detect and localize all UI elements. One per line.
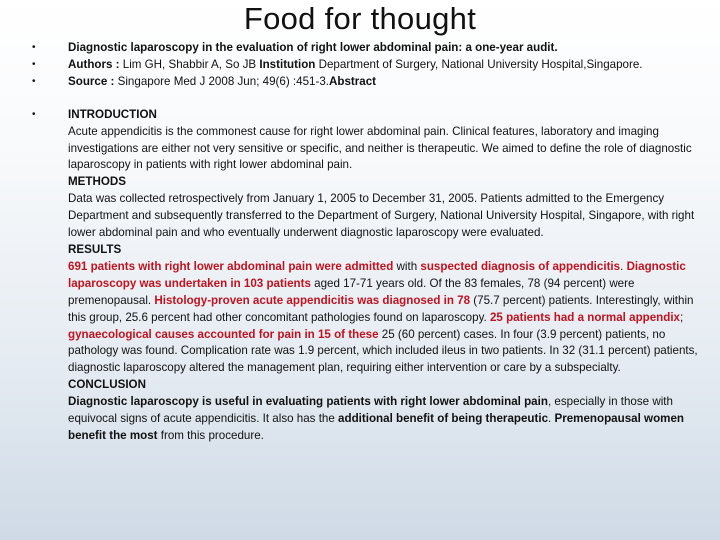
bullet-dot: • [32, 108, 36, 120]
conclusion-heading: CONCLUSION [68, 378, 146, 392]
abstract-label: Abstract [329, 74, 377, 88]
bullet-dot: • [32, 42, 36, 53]
institution-label: Institution [259, 57, 316, 71]
slide-title: Food for thought [243, 1, 477, 36]
bullet-source [30, 74, 698, 91]
results-highlight: 25 patients had a normal appendix [489, 310, 681, 324]
results-highlight: 691 patients with right lower abdominal pain were admitted [68, 259, 394, 273]
methods-text: Data was collected retrospectively from January 1, 2005 to December 31, 2005. Patients admitted to the Emergency Department and subsequently transferred to the Department of Surgery, National University Hospital, Singapore, with right lower abdominal pain and who eventually underwent diagnostic laparoscopy were evaluated. [68, 192, 695, 240]
institution-value: Department of Surgery, National University Hospital,Singapore. [315, 57, 643, 71]
source-label: Source : [68, 74, 115, 88]
bullet-abstract [30, 107, 698, 445]
results-heading: RESULTS [68, 242, 122, 256]
results-highlight: Diagnostic laparoscopy was undertaken in 103 patients [68, 259, 686, 290]
authors-value: Lim GH, Shabbir A, So JB [119, 57, 260, 71]
results-text: 691 patients with right lower abdominal pain were admitted with suspected diagnosis of appendicitis. Diagnostic laparoscopy was undertaken in 103 patients aged 17-71 years old. Of the 83 females, 78 (94 percent) were premenopausal. Histology-proven acute appendicitis was diagnosed in 78 (75.7 percent) patients. Interestingly, within this group, 25.6 percent had other concomitant pathologies found on laparoscopy. 25 patients had a normal appendix; gynaecological causes accounted for pain in 15 of these 25 (60 percent) cases. In four (3.9 percent) patients, no pathology was found. Complication rate was 1.9 percent, which included ileus in two patients. In 32 (31.1 percent) patients, diagnostic laparoscopy altered the management plan, requiring either intervention or care by a subspecialty. [68, 259, 698, 375]
methods-heading: METHODS [68, 175, 126, 189]
bullet-dot: • [32, 75, 36, 87]
bullet-article-title [30, 40, 698, 57]
article-title: Diagnostic laparoscopy in the evaluation of right lower abdominal pain: a one-year audit. [68, 41, 558, 54]
intro-heading: INTRODUCTION [68, 107, 157, 121]
conclusion-text: Diagnostic laparoscopy is useful in evaluating patients with right lower abdominal pain, especially in those with equivocal signs of acute appendicitis. It also has the additional benefit of being therapeutic. Premenopausal women benefit the most from this procedure. [68, 395, 684, 442]
intro-text: Acute appendicitis is the commonest cause for right lower abdominal pain. Clinical features, laboratory and imaging investigations are either not very sensitive or specific, and neither is therapeutic. We aimed to define the role of diagnostic laparoscopy in patients with right lower abdominal pain. [68, 124, 692, 172]
source-value: Singapore Med J 2008 Jun; 49(6) :451-3. [114, 74, 330, 88]
bullet-authors [30, 57, 698, 74]
results-highlight: gynaecological causes accounted for pain in 15 of these [68, 327, 379, 341]
results-highlight: Histology-proven acute appendicitis was diagnosed in 78 [154, 293, 471, 307]
authors-label: Authors : [68, 57, 120, 71]
slide-body [30, 40, 698, 445]
bullet-dot: • [32, 58, 36, 70]
results-highlight: suspected diagnosis of appendicitis [420, 259, 621, 273]
